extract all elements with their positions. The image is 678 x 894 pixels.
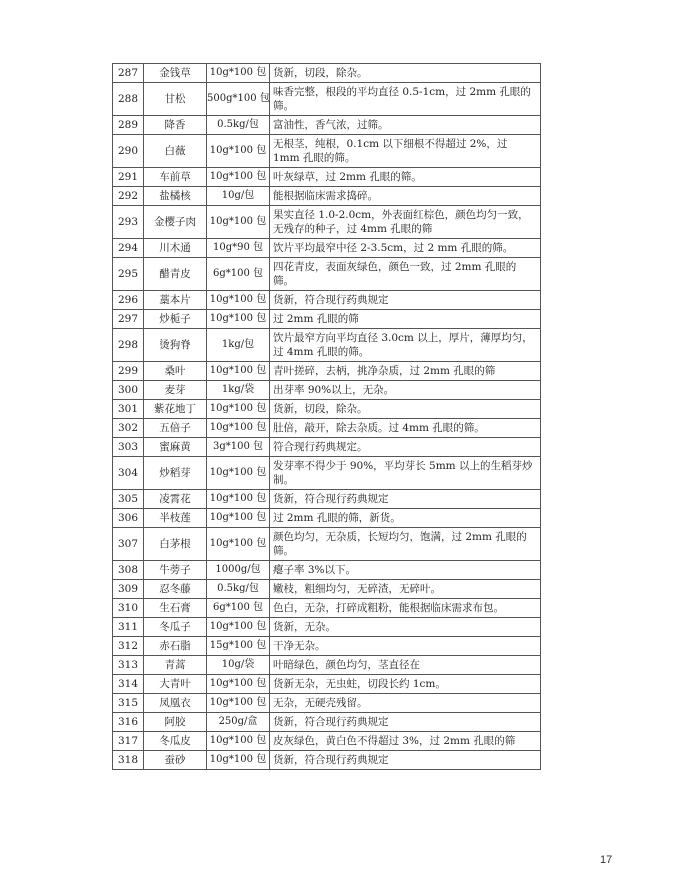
herb-name: 桑叶: [144, 362, 207, 381]
quality-requirement: 货新，切段，除杂。: [270, 400, 541, 419]
table-row: [113, 187, 541, 206]
row-number: 295: [113, 258, 144, 291]
herb-name: 金钱草: [144, 64, 207, 83]
table-row: [113, 656, 541, 675]
quality-requirement: 无杂，无硬壳残留。: [270, 694, 541, 713]
package-spec: 1000g/包: [207, 561, 270, 580]
table-row: [113, 239, 541, 258]
row-number: 312: [113, 637, 144, 656]
row-number: 305: [113, 490, 144, 509]
row-number: 307: [113, 528, 144, 561]
herb-name: 凤凰衣: [144, 694, 207, 713]
row-number: 300: [113, 381, 144, 400]
package-spec: 10g/包: [207, 187, 270, 206]
quality-requirement: 干净无杂。: [270, 637, 541, 656]
package-spec: 1kg/袋: [207, 381, 270, 400]
quality-requirement: 皮灰绿色，黄白色不得超过 3%，过 2mm 孔眼的筛: [270, 732, 541, 751]
package-spec: 10g*100 包: [207, 135, 270, 168]
herb-name: 烫狗脊: [144, 329, 207, 362]
herb-name: 盐橘核: [144, 187, 207, 206]
package-spec: 10g*100 包: [207, 310, 270, 329]
quality-requirement: 青叶搓碎，去柄，挑净杂质，过 2mm 孔眼的筛: [270, 362, 541, 381]
quality-requirement: 嫩枝，粗细均匀，无碎渣，无碎叶。: [270, 580, 541, 599]
herb-name: 赤石脂: [144, 637, 207, 656]
table-row: [113, 438, 541, 457]
row-number: 308: [113, 561, 144, 580]
table-row: [113, 83, 541, 116]
package-spec: 10g*100 包: [207, 732, 270, 751]
quality-requirement: 过 2mm 孔眼的筛: [270, 310, 541, 329]
quality-requirement: 肚倍，敲开，除去杂质。过 4mm 孔眼的筛。: [270, 419, 541, 438]
row-number: 301: [113, 400, 144, 419]
package-spec: 3g*100 包: [207, 438, 270, 457]
package-spec: 10g*100 包: [207, 751, 270, 770]
package-spec: 10g*90 包: [207, 239, 270, 258]
package-spec: 10g*100 包: [207, 168, 270, 187]
row-number: 310: [113, 599, 144, 618]
table-row: [113, 116, 541, 135]
row-number: 303: [113, 438, 144, 457]
table-row: [113, 599, 541, 618]
herb-name: 牛蒡子: [144, 561, 207, 580]
quality-requirement: 货新，无杂。: [270, 618, 541, 637]
herb-name: 藁本片: [144, 291, 207, 310]
table-row: [113, 580, 541, 599]
row-number: 311: [113, 618, 144, 637]
table-row: [113, 419, 541, 438]
row-number: 297: [113, 310, 144, 329]
table-row: [113, 732, 541, 751]
herb-name: 炒稻芽: [144, 457, 207, 490]
table-row: [113, 258, 541, 291]
row-number: 290: [113, 135, 144, 168]
herb-name: 白茅根: [144, 528, 207, 561]
row-number: 309: [113, 580, 144, 599]
table-row: [113, 490, 541, 509]
table-row: [113, 135, 541, 168]
table-row: [113, 310, 541, 329]
table-row: [113, 675, 541, 694]
quality-requirement: 味香完整，根段的平均直径 0.5-1cm，过 2mm 孔眼的筛。: [270, 83, 541, 116]
herb-name: 醋青皮: [144, 258, 207, 291]
herb-name: 川木通: [144, 239, 207, 258]
quality-requirement: 瘪子率 3%以下。: [270, 561, 541, 580]
quality-requirement: 货新，符合现行药典规定: [270, 490, 541, 509]
quality-requirement: 符合现行药典规定。: [270, 438, 541, 457]
quality-requirement: 货新，切段，除杂。: [270, 64, 541, 83]
herb-name: 冬瓜子: [144, 618, 207, 637]
herb-name: 甘松: [144, 83, 207, 116]
package-spec: 10g*100 包: [207, 362, 270, 381]
herb-name: 炒栀子: [144, 310, 207, 329]
table-row: [113, 713, 541, 732]
table-row: [113, 329, 541, 362]
package-spec: 250g/盒: [207, 713, 270, 732]
package-spec: 10g*100 包: [207, 675, 270, 694]
package-spec: 15g*100 包: [207, 637, 270, 656]
herb-name: 白薇: [144, 135, 207, 168]
herb-name: 冬瓜皮: [144, 732, 207, 751]
quality-requirement: 过 2mm 孔眼的筛，新货。: [270, 509, 541, 528]
quality-requirement: 出芽率 90%以上，无杂。: [270, 381, 541, 400]
package-spec: 10g*100 包: [207, 509, 270, 528]
quality-requirement: 富油性，香气浓，过筛。: [270, 116, 541, 135]
table-row: [113, 400, 541, 419]
row-number: 302: [113, 419, 144, 438]
quality-requirement: 发芽率不得少于 90%，平均芽长 5mm 以上的生稻芽炒制。: [270, 457, 541, 490]
row-number: 296: [113, 291, 144, 310]
package-spec: 6g*100 包: [207, 599, 270, 618]
row-number: 316: [113, 713, 144, 732]
herb-name: 凌霄花: [144, 490, 207, 509]
quality-requirement: 能根据临床需求捣碎。: [270, 187, 541, 206]
herb-name: 阿胶: [144, 713, 207, 732]
table-row: [113, 694, 541, 713]
herb-name: 忍冬藤: [144, 580, 207, 599]
row-number: 306: [113, 509, 144, 528]
package-spec: 10g*100 包: [207, 457, 270, 490]
row-number: 304: [113, 457, 144, 490]
quality-requirement: 饮片平均最窄中径 2-3.5cm，过 2 mm 孔眼的筛。: [270, 239, 541, 258]
herb-name: 降香: [144, 116, 207, 135]
quality-requirement: 色白，无杂，打碎成粗粉，能根据临床需求布包。: [270, 599, 541, 618]
package-spec: 10g*100 包: [207, 694, 270, 713]
row-number: 315: [113, 694, 144, 713]
package-spec: 10g/袋: [207, 656, 270, 675]
table-body: [113, 64, 541, 770]
package-spec: 0.5kg/包: [207, 116, 270, 135]
quality-requirement: 饮片最窄方向平均直径 3.0cm 以上，厚片，薄厚均匀，过 4mm 孔眼的筛。: [270, 329, 541, 362]
package-spec: 0.5kg/包: [207, 580, 270, 599]
row-number: 289: [113, 116, 144, 135]
table-row: [113, 509, 541, 528]
table-row: [113, 751, 541, 770]
quality-requirement: 四花青皮，表面灰绿色，颜色一致，过 2mm 孔眼的筛。: [270, 258, 541, 291]
herb-name: 半枝莲: [144, 509, 207, 528]
herb-name: 麦芽: [144, 381, 207, 400]
package-spec: 10g*100 包: [207, 419, 270, 438]
package-spec: 10g*100 包: [207, 206, 270, 239]
quality-requirement: 果实直径 1.0-2.0cm，外表面红棕色，颜色均匀一致，无残存的种子，过 4mm 孔眼的筛: [270, 206, 541, 239]
quality-requirement: 叶灰绿草，过 2mm 孔眼的筛。: [270, 168, 541, 187]
herb-spec-table: [112, 63, 541, 770]
quality-requirement: 货新无杂，无虫蛀，切段长约 1cm。: [270, 675, 541, 694]
herb-name: 金樱子肉: [144, 206, 207, 239]
package-spec: 6g*100 包: [207, 258, 270, 291]
table-row: [113, 457, 541, 490]
row-number: 317: [113, 732, 144, 751]
quality-requirement: 颜色均匀，无杂质，长短均匀，饱满，过 2mm 孔眼的筛。: [270, 528, 541, 561]
herb-name: 青蒿: [144, 656, 207, 675]
package-spec: 10g*100 包: [207, 291, 270, 310]
package-spec: 10g*100 包: [207, 490, 270, 509]
row-number: 292: [113, 187, 144, 206]
herb-name: 蜜麻黄: [144, 438, 207, 457]
row-number: 293: [113, 206, 144, 239]
row-number: 299: [113, 362, 144, 381]
row-number: 298: [113, 329, 144, 362]
package-spec: 10g*100 包: [207, 400, 270, 419]
row-number: 291: [113, 168, 144, 187]
herb-name: 紫花地丁: [144, 400, 207, 419]
row-number: 294: [113, 239, 144, 258]
table-row: [113, 64, 541, 83]
quality-requirement: 无根茎，纯根，0.1cm 以下细根不得超过 2%，过 1mm 孔眼的筛。: [270, 135, 541, 168]
herb-name: 生石膏: [144, 599, 207, 618]
table-row: [113, 168, 541, 187]
herb-name: 蚕砂: [144, 751, 207, 770]
herb-name: 大青叶: [144, 675, 207, 694]
herb-name: 五倍子: [144, 419, 207, 438]
row-number: 287: [113, 64, 144, 83]
package-spec: 10g*100 包: [207, 528, 270, 561]
package-spec: 10g*100 包: [207, 618, 270, 637]
package-spec: 500g*100 包: [207, 83, 270, 116]
table-row: [113, 291, 541, 310]
table-row: [113, 528, 541, 561]
quality-requirement: 货新，符合现行药典规定: [270, 713, 541, 732]
package-spec: 10g*100 包: [207, 64, 270, 83]
herb-name: 车前草: [144, 168, 207, 187]
table-row: [113, 381, 541, 400]
table-row: [113, 362, 541, 381]
package-spec: 1kg/包: [207, 329, 270, 362]
table-row: [113, 561, 541, 580]
table-row: [113, 637, 541, 656]
table-row: [113, 206, 541, 239]
row-number: 318: [113, 751, 144, 770]
quality-requirement: 货新，符合现行药典规定: [270, 751, 541, 770]
page-number: 17: [600, 854, 613, 866]
quality-requirement: 货新，符合现行药典规定: [270, 291, 541, 310]
row-number: 313: [113, 656, 144, 675]
table-row: [113, 618, 541, 637]
row-number: 288: [113, 83, 144, 116]
row-number: 314: [113, 675, 144, 694]
quality-requirement: 叶暗绿色，颜色均匀，茎直径在: [270, 656, 541, 675]
